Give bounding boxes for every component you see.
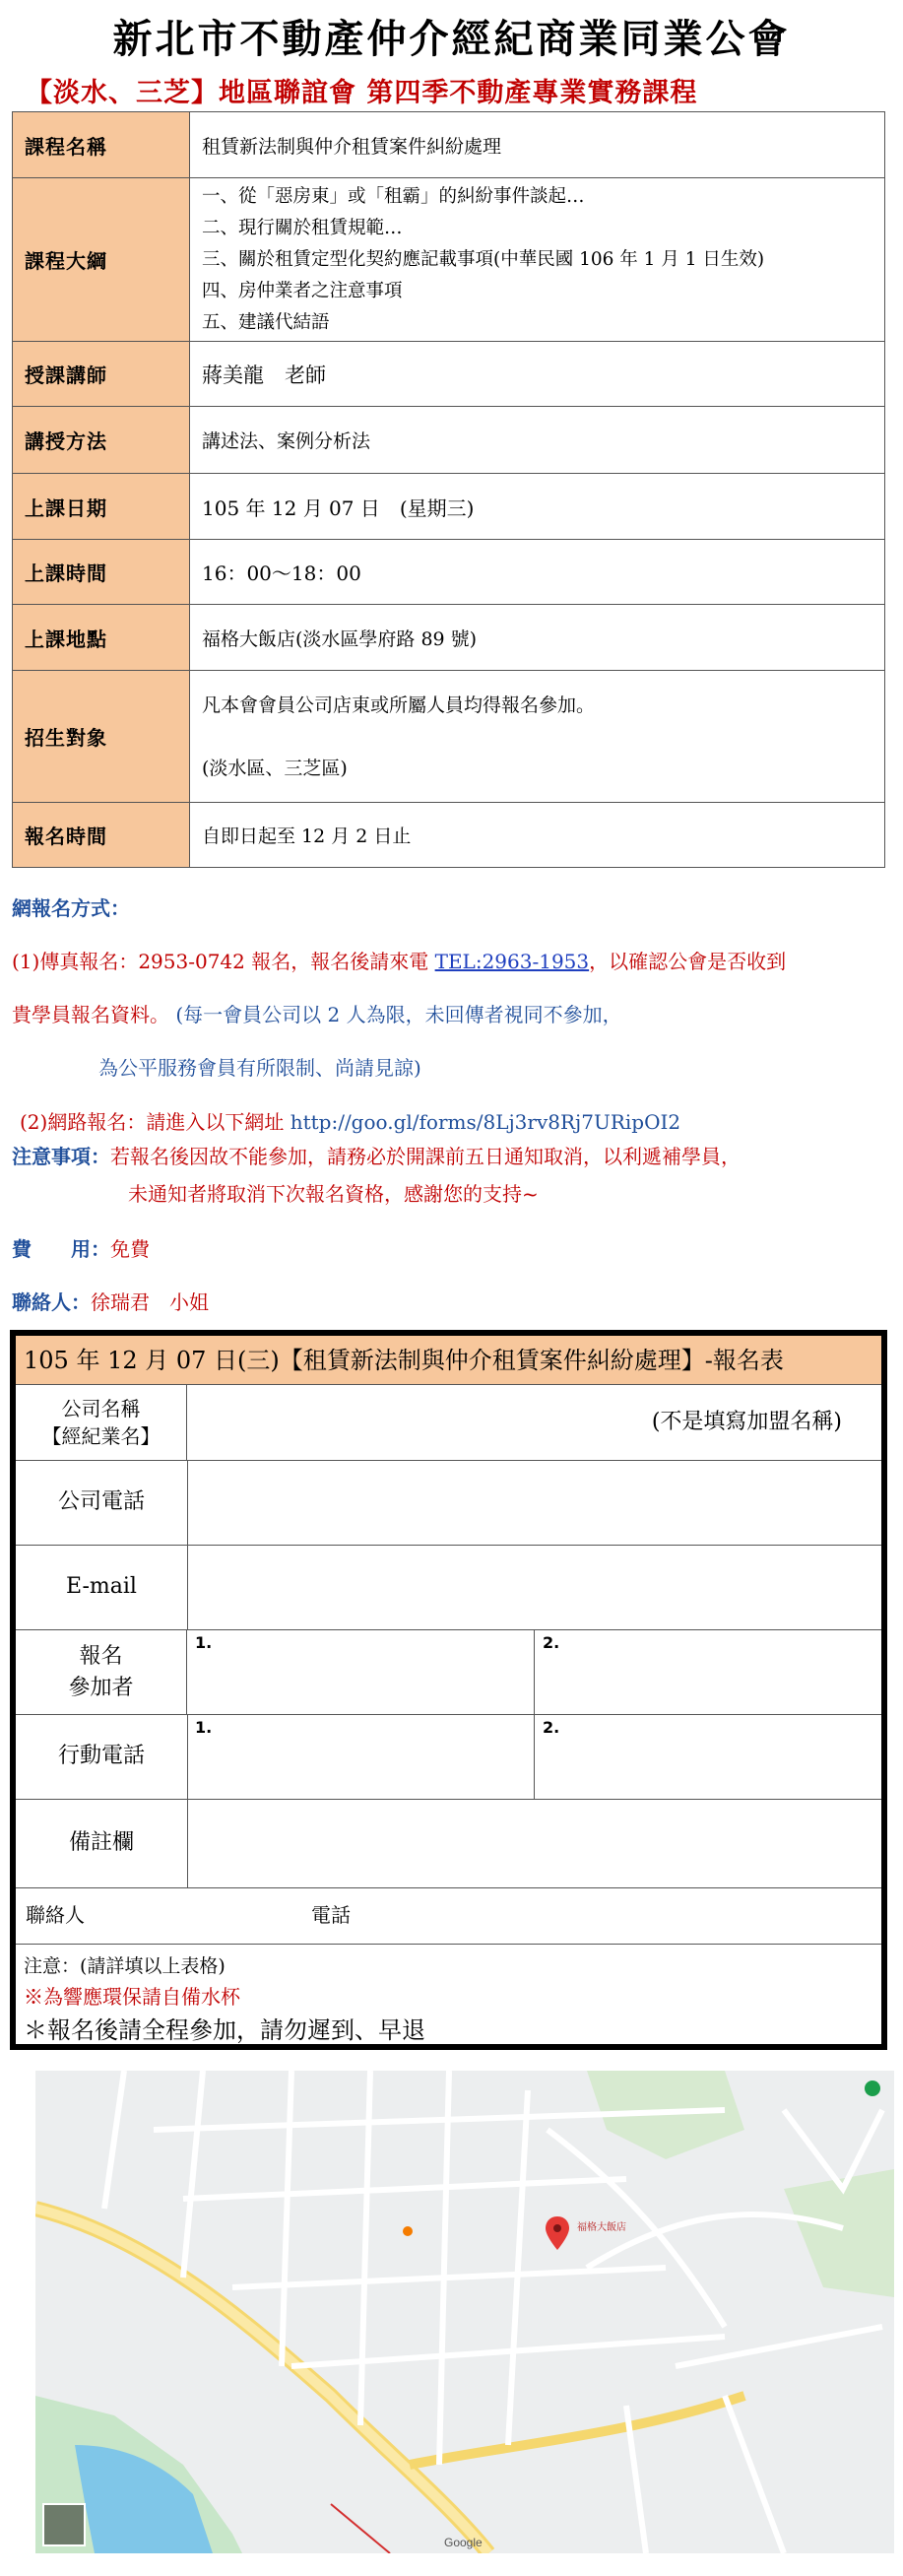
form-note-1: 注意：(請詳填以上表格) (24, 1955, 226, 1977)
web-text: (2)網路報名：請進入以下網址 (20, 1110, 285, 1134)
association-title: 新北市不動產仲介經紀商業同業公會 (112, 16, 791, 62)
fee-label: 費 用： (12, 1237, 110, 1261)
attendee-label-line-2: 參加者 (68, 1676, 134, 1700)
fax-line-3: 為公平服務會員有所限制、尚請見諒) (98, 1056, 421, 1080)
web-line (20, 1106, 680, 1135)
fee-line (12, 1233, 150, 1262)
company-note: (不是填寫加盟名稱) (651, 1410, 842, 1434)
fax-line2-red: 貴學員報名資料。 (12, 1003, 169, 1026)
fax-tel-link[interactable]: TEL:2963-1953 (434, 950, 590, 973)
email-field[interactable] (187, 1545, 881, 1629)
outline-item: 四、房仲業者之注意事項 (202, 280, 403, 301)
company-name-field[interactable] (187, 1385, 881, 1460)
course-name-label: 課程名稱 (13, 112, 190, 178)
outline-item: 二、現行關於租賃規範… (202, 217, 403, 238)
date-label: 上課日期 (13, 474, 190, 540)
signup-label: 報名時間 (13, 803, 190, 868)
place-label: 上課地點 (13, 605, 190, 671)
fee-value: 免費 (110, 1237, 150, 1261)
company-phone-field[interactable] (187, 1460, 881, 1545)
form-note-2: ※為響應環保請自備水杯 (24, 1985, 240, 2009)
attendee-label (16, 1629, 187, 1714)
target-label: 招生對象 (13, 671, 190, 803)
teacher-value: 蔣美龍 老師 (190, 342, 885, 407)
course-name-value: 租賃新法制與仲介租賃案件糾紛處理 (190, 112, 885, 178)
target-line-1: 凡本會會員公司店東或所屬人員均得報名參加。 (202, 694, 596, 716)
notice-text-1: 若報名後因故不能參加，請務必於開課前五日通知取消，以利遞補學員， (110, 1145, 741, 1168)
notice-label: 注意事項： (12, 1145, 110, 1168)
remark-label: 備註欄 (16, 1799, 188, 1887)
attendee-1-field[interactable] (187, 1629, 534, 1714)
mobile-2-number: 2. (543, 1718, 560, 1737)
fax-text-end: ，以確認公會是否收到 (589, 950, 787, 973)
fax-line2-blue: (每一會員公司以 2 人為限，未回傳者視同不參加， (175, 1003, 622, 1026)
mobile-2-field[interactable] (535, 1714, 881, 1799)
notice-line-2: 未通知者將取消下次報名資格，感謝您的支持~ (128, 1182, 539, 1206)
form-contact-label: 聯絡人 (26, 1903, 85, 1927)
course-outline-value (190, 178, 885, 342)
outline-item: 一、從「惡房東」或「租霸」的糾紛事件談起… (202, 185, 585, 207)
map-graphic (35, 2071, 894, 2553)
place-value: 福格大飯店(淡水區學府路 89 號) (190, 605, 885, 671)
attendee-label-line-1: 報名 (79, 1644, 123, 1669)
form-header: 105 年 12 月 07 日(三)【租賃新法制與仲介租賃案件糾紛處理】-報名表 (16, 1336, 881, 1385)
course-outline-label: 課程大綱 (13, 178, 190, 342)
contact-value: 徐瑞君 小姐 (91, 1290, 209, 1314)
fax-line (12, 946, 786, 974)
fax-text: (1)傳真報名：2953-0742 報名，報名後請來電 (12, 950, 429, 973)
target-line-2: (淡水區、三芝區) (202, 757, 348, 779)
registration-form (10, 1330, 887, 2050)
web-url-link[interactable]: http://goo.gl/forms/8Lj3rv8Rj7URipOI2 (290, 1110, 681, 1134)
email-label: E-mail (16, 1545, 188, 1629)
time-value: 16：00～18：00 (190, 540, 885, 605)
mobile-label: 行動電話 (16, 1714, 188, 1799)
attendee-2-field[interactable] (535, 1629, 881, 1714)
outline-item: 三、關於租賃定型化契約應記載事項(中華民國 106 年 1 月 1 日生效) (202, 248, 765, 270)
form-tel-label: 電話 (311, 1903, 351, 1927)
target-value (190, 671, 885, 803)
course-info-table (12, 111, 885, 868)
outline-item: 五、建議代結語 (202, 311, 330, 333)
attendee-1-number: 1. (195, 1633, 213, 1652)
form-note-3: ＊報名後請全程參加，請勿遲到、早退 (24, 2016, 425, 2044)
mobile-1-number: 1. (195, 1718, 213, 1737)
company-label-line-2: 【經紀業名】 (41, 1424, 161, 1448)
company-phone-label: 公司電話 (16, 1460, 188, 1545)
method-value: 講述法、案例分析法 (190, 407, 885, 474)
company-label-line-1: 公司名稱 (61, 1397, 141, 1420)
notice-line-1 (12, 1141, 741, 1169)
course-subtitle: 【淡水、三芝】地區聯誼會 第四季不動產專業實務課程 (26, 78, 698, 108)
signup-value: 自即日起至 12 月 2 日止 (190, 803, 885, 868)
contact-label: 聯絡人： (12, 1290, 91, 1314)
teacher-label: 授課講師 (13, 342, 190, 407)
map-brand: Google (444, 2536, 483, 2549)
method-label: 講授方法 (13, 407, 190, 474)
map-pin-label: 福格大飯店 (577, 2222, 626, 2233)
mobile-1-field[interactable] (187, 1714, 534, 1799)
time-label: 上課時間 (13, 540, 190, 605)
date-value: 105 年 12 月 07 日 (星期三) (190, 474, 885, 540)
remark-field[interactable] (187, 1799, 881, 1887)
fax-line-2 (12, 999, 622, 1027)
location-map[interactable] (35, 2071, 894, 2553)
company-name-label (16, 1385, 187, 1460)
signup-method-heading: 網報名方式： (12, 896, 130, 920)
contact-line (12, 1287, 209, 1315)
attendee-2-number: 2. (543, 1633, 560, 1652)
